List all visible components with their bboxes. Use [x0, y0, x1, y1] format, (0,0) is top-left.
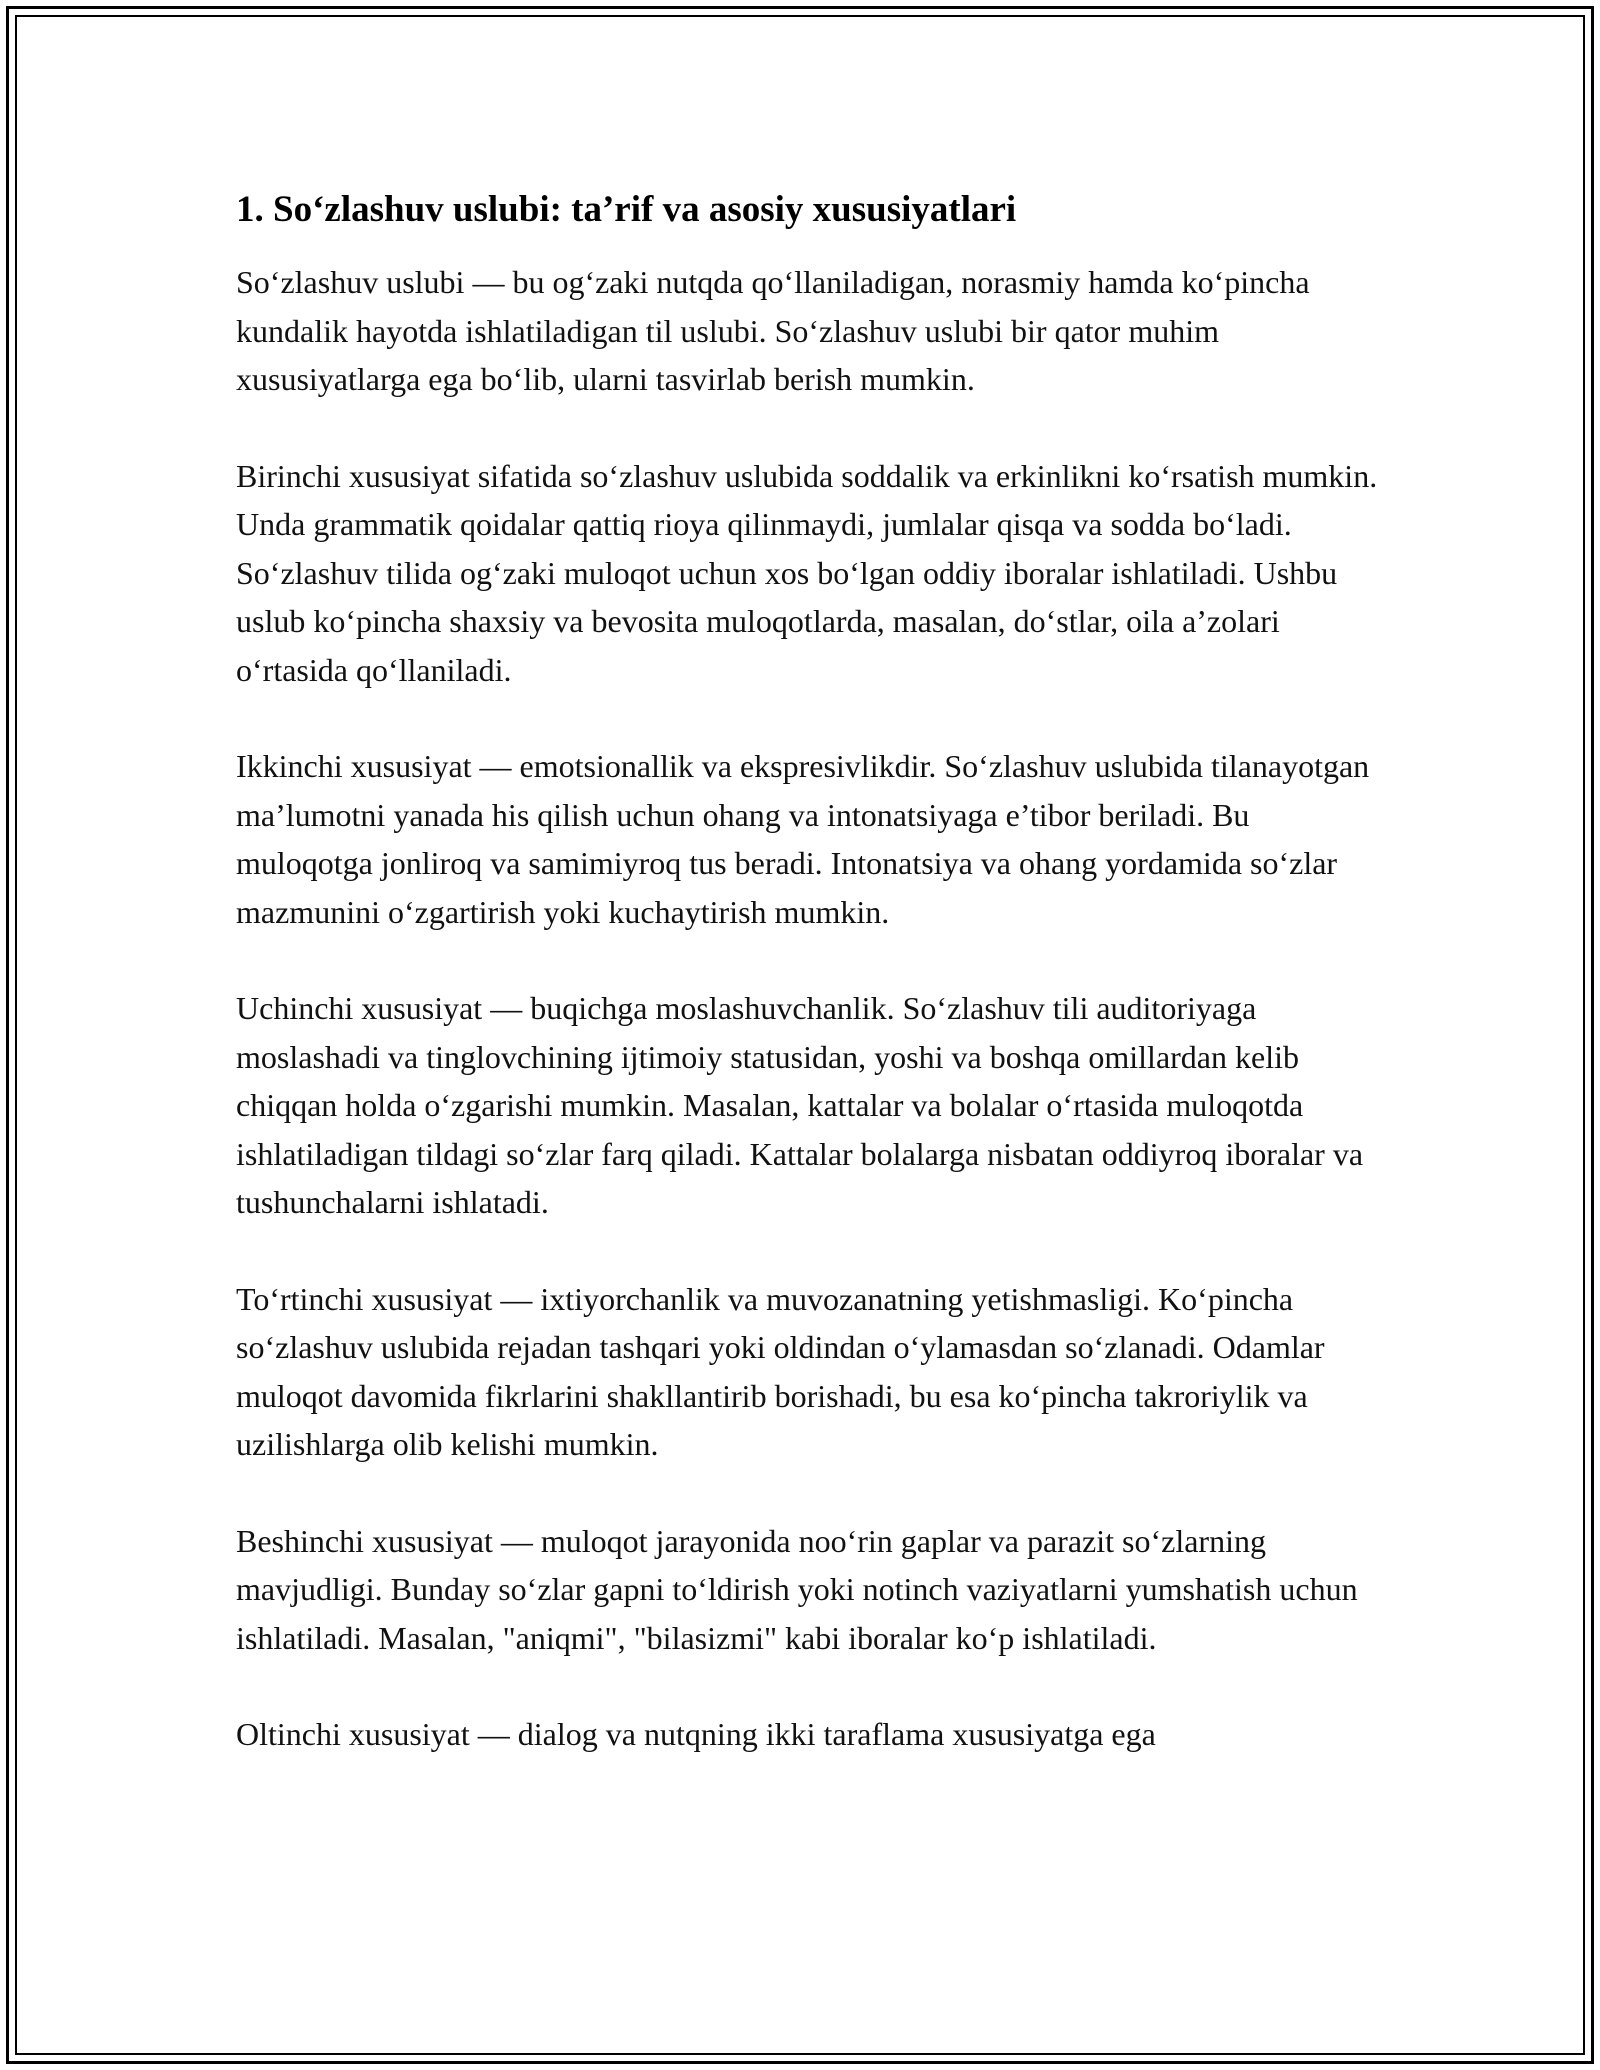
paragraph-feature-1: Birinchi xususiyat sifatida so‘zlashuv uslubida soddalik va erkinlikni ko‘rsatish mumkin. Unda grammatik qoidalar qattiq rioya qilinmaydi, jumlalar qisqa va sodda bo‘ladi. So‘zlashuv tilida og‘zaki muloqot uchun xos bo‘lgan oddiy iboralar ishlatiladi. Ushbu uslub ko‘pincha shaxsiy va bevosita muloqotlarda, masalan, do‘stlar, oila a’zolari o‘rtasida qo‘llaniladi.: [236, 457, 1378, 688]
document-body: [236, 186, 1386, 1807]
paragraph-feature-6: Oltinchi xususiyat — dialog va nutqning ikki taraflama xususiyatga ega: [236, 1716, 1156, 1752]
paragraph-feature-4: To‘rtinchi xususiyat — ixtiyorchanlik va muvozanatning yetishmasligi. Ko‘pincha so‘zlashuv uslubida rejadan tashqari yoki oldindan o‘ylamasdan so‘zlanadi. Odamlar muloqot davomida fikrlarini shakllantirib borishadi, bu esa ko‘pincha takroriylik va uzilishlarga olib kelishi mumkin.: [236, 1280, 1325, 1462]
paragraph-intro: So‘zlashuv uslubi — bu og‘zaki nutqda qo‘llaniladigan, norasmiy hamda ko‘pincha kundalik hayotda ishlatiladigan til uslubi. So‘zlashuv uslubi bir qator muhim xususiyatlarga ega bo‘lib, ularni tasvirlab berish mumkin.: [236, 264, 1310, 397]
paragraph-feature-3: Uchinchi xususiyat — buqichga moslashuvchanlik. So‘zlashuv tili auditoriyaga moslashadi va tinglovchining ijtimoiy statusidan, yoshi va boshqa omillardan kelib chiqqan holda o‘zgarishi mumkin. Masalan, kattalar va bolalar o‘rtasida muloqotda ishlatiladigan tildagi so‘zlar farq qiladi. Kattalar bolalarga nisbatan oddiyroq iboralar va tushunchalarni ishlatadi.: [236, 990, 1364, 1220]
section-heading: 1. So‘zlashuv uslubi: ta’rif va asosiy xususiyatlari: [236, 189, 1017, 230]
paragraph-feature-2: Ikkinchi xususiyat — emotsionallik va ekspresivlikdir. So‘zlashuv uslubida tilanayotgan ma’lumotni yanada his qilish uchun ohang va intonatsiyaga e’tibor beriladi. Bu muloqotga jonliroq va samimiyroq tus beradi. Intonatsiya va ohang yordamida so‘zlar mazmunini o‘zgartirish yoki kuchaytirish mumkin.: [236, 748, 1370, 930]
paragraph-feature-5: Beshinchi xususiyat — muloqot jarayonida noo‘rin gaplar va parazit so‘zlarning mavjudligi. Bunday so‘zlar gapni to‘ldirish yoki notinch vaziyatlarni yumshatish uchun ishlatiladi. Masalan, "aniqmi", "bilasizmi" kabi iboralar ko‘p ishlatiladi.: [236, 1522, 1358, 1656]
